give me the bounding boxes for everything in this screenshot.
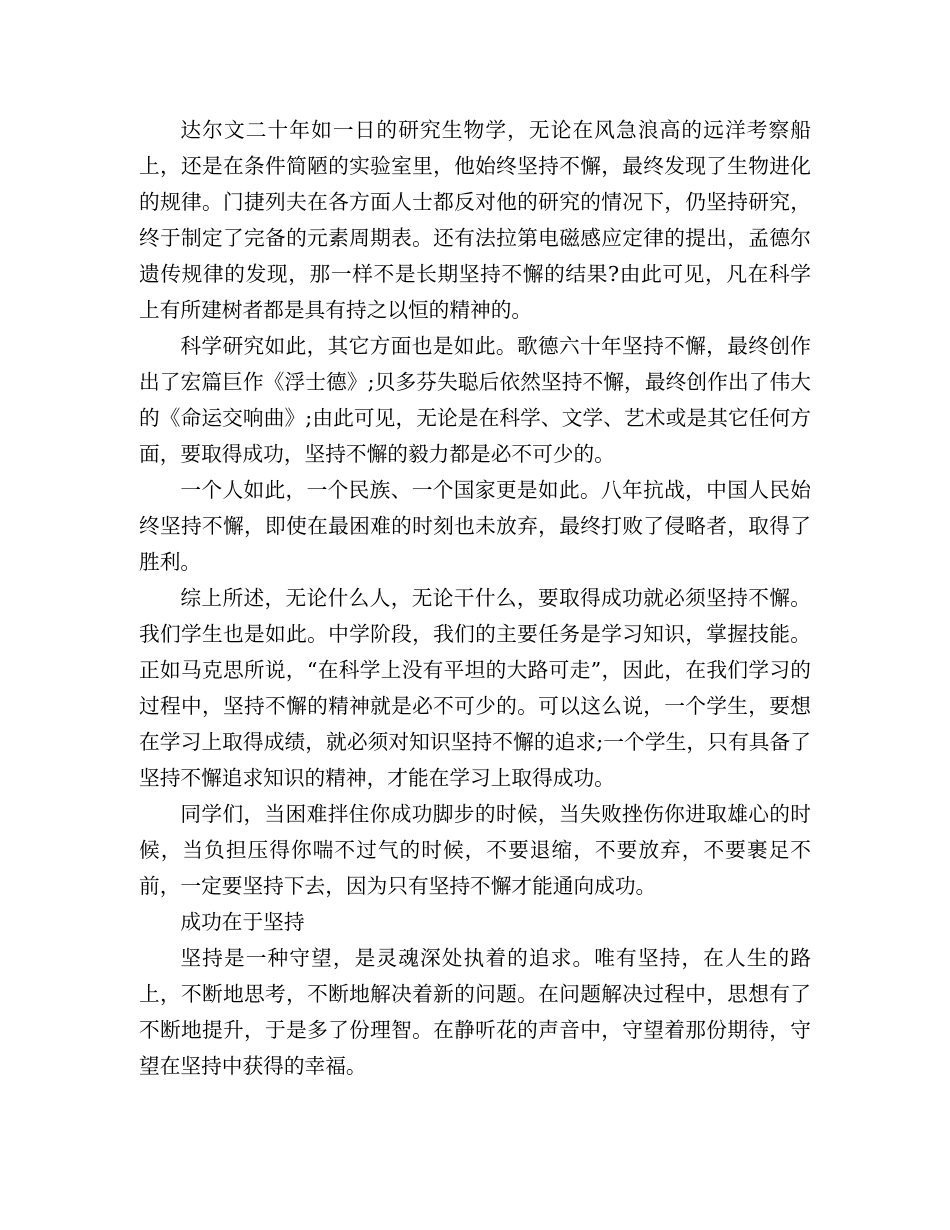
paragraph-nation: 一个人如此，一个民族、一个国家更是如此。八年抗战，中国人民始终坚持不懈，即使在最困难的时刻也未放弃，最终打败了侵略者，取得了胜利。 xyxy=(139,478,811,574)
paragraph-summary: 综上所述，无论什么人，无论干什么，要取得成功就必须坚持不懈。我们学生也是如此。中学阶段，我们的主要任务是学习知识，掌握技能。正如马克思所说，“在科学上没有平坦的大路可走”，因此，在我们学习的过程中，坚持不懈的精神就是必不可少的。可以这么说，一个学生，要想在学习上取得成绩，就必须对知识坚持不懈的追求;一个学生，只有具备了坚持不懈追求知识的精神，才能在学习上取得成功。 xyxy=(139,586,811,790)
paragraph-classmates: 同学们，当困难拌住你成功脚步的时候，当失败挫伤你进取雄心的时候，当负担压得你喘不过气的时候，不要退缩，不要放弃，不要裹足不前，一定要坚持下去，因为只有坚持不懈才能通向成功。 xyxy=(139,802,811,898)
paragraph-darwin: 达尔文二十年如一日的研究生物学，无论在风急浪高的远洋考察船上，还是在条件简陋的实验室里，他始终坚持不懈，最终发现了生物进化的规律。门捷列夫在各方面人士都反对他的研究的情况下，仍坚持研究，终于制定了完备的元素周期表。还有法拉第电磁感应定律的提出，孟德尔遗传规律的发现，那一样不是长期坚持不懈的结果?由此可见，凡在科学上有所建树者都是具有持之以恒的精神的。 xyxy=(139,118,811,322)
section-title: 成功在于坚持 xyxy=(180,910,305,934)
paragraph-persistence: 坚持是一种守望，是灵魂深处执着的追求。唯有坚持，在人生的路上，不断地思考，不断地解决着新的问题。在问题解决过程中，思想有了不断地提升，于是多了份理智。在静听花的声音中，守望着那份期待，守望在坚持中获得的幸福。 xyxy=(139,946,811,1078)
document-body xyxy=(139,112,811,1084)
paragraph-science-research: 科学研究如此，其它方面也是如此。歌德六十年坚持不懈，最终创作出了宏篇巨作《浮士德》;贝多芬失聪后依然坚持不懈，最终创作出了伟大的《命运交响曲》;由此可见，无论是在科学、文学、艺术或是其它任何方面，要取得成功，坚持不懈的毅力都是必不可少的。 xyxy=(139,334,811,466)
